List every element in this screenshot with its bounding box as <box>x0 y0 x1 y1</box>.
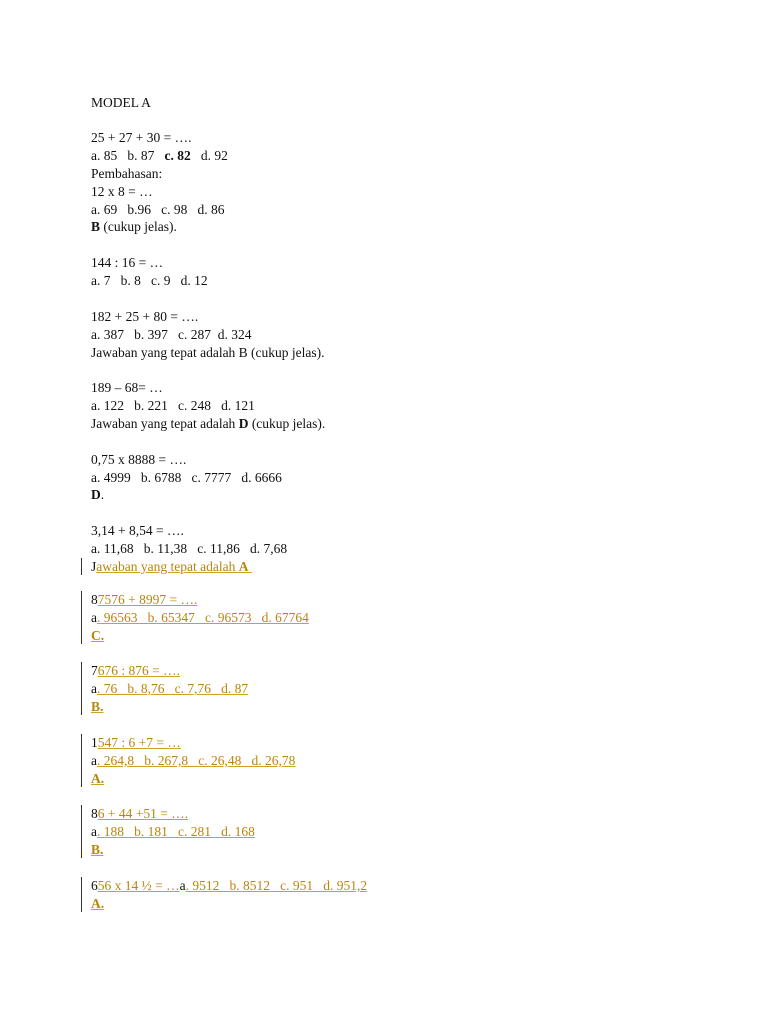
q5-answer-letter: D <box>238 416 249 431</box>
q9-question-first: 7 <box>91 663 98 678</box>
q8-question <box>91 591 197 608</box>
q1-question: 25 + 27 + 30 = …. <box>91 130 192 145</box>
q8-answer <box>91 627 104 644</box>
q10-options-inserted: . 264,8 b. 267,8 c. 26,48 d. 26,78 <box>97 753 296 768</box>
q9-options <box>91 680 248 697</box>
q4-answer: Jawaban yang tepat adalah B (cukup jelas). <box>91 345 325 360</box>
q1-label: Pembahasan: <box>91 166 163 181</box>
q7-answer-inserted <box>96 559 252 574</box>
q8-options-first: a <box>91 610 97 625</box>
q9-question <box>91 662 180 679</box>
q8-question-first: 8 <box>91 592 98 607</box>
q12-question-first: 6 <box>91 878 98 893</box>
q10-change-bar <box>81 734 82 787</box>
q9-answer-letter: B. <box>91 699 104 714</box>
q9-answer <box>91 698 103 715</box>
q6-answer-letter: D <box>91 487 101 502</box>
q2-answer-tail: (cukup jelas). <box>100 219 177 234</box>
q2-question: 12 x 8 = … <box>91 184 153 199</box>
q4-question: 182 + 25 + 80 = …. <box>91 309 199 324</box>
q10-question-first: 1 <box>91 735 98 750</box>
q5-question: 189 – 68= … <box>91 380 163 395</box>
q8-options-inserted: . 96563 b. 65347 c. 96573 d. 67764 <box>97 610 309 625</box>
q2-answer-letter: B <box>91 219 101 234</box>
q8-question-inserted: 7576 + 8997 = …. <box>97 592 198 607</box>
q9-options-inserted: . 76 b. 8,76 c. 7,76 d. 87 <box>97 681 249 696</box>
q12-change-bar <box>81 877 82 912</box>
q5-options: a. 122 b. 221 c. 248 d. 121 <box>91 398 255 413</box>
q11-question-first: 8 <box>91 806 98 821</box>
q11-options-first: a <box>91 824 97 839</box>
q9-options-first: a <box>91 681 97 696</box>
q10-options-first: a <box>91 753 97 768</box>
q12-options-first: a <box>179 878 186 893</box>
q10-question <box>91 734 181 751</box>
q3-options: a. 7 b. 8 c. 9 d. 12 <box>91 273 208 288</box>
q11-answer-letter: B. <box>91 842 104 857</box>
q7-change-bar <box>81 558 82 575</box>
doc-title: MODEL A <box>91 95 151 110</box>
q10-answer-letter: A. <box>91 771 105 786</box>
q2-options: a. 69 b.96 c. 98 d. 86 <box>91 202 225 217</box>
q1-options-text: a. 85 b. 87 <box>91 148 165 163</box>
q5-answer <box>91 415 325 432</box>
q9-change-bar <box>81 662 82 715</box>
q8-options <box>91 609 309 626</box>
q12-answer <box>91 895 104 912</box>
q7-answer-inserted-tail <box>248 559 251 574</box>
q11-change-bar <box>81 805 82 858</box>
q6-question: 0,75 x 8888 = …. <box>91 452 187 467</box>
q11-question-inserted: 6 + 44 +51 = …. <box>97 806 189 821</box>
q1-options <box>91 147 228 164</box>
q10-options <box>91 752 295 769</box>
q5-answer-tail: (cukup jelas). <box>248 416 326 431</box>
q1-answer: c. 82 <box>164 148 191 163</box>
q8-change-bar <box>81 591 82 644</box>
q7-answer <box>91 558 252 575</box>
q11-answer <box>91 841 103 858</box>
q12-answer-letter: A. <box>91 896 105 911</box>
q12-question <box>91 877 367 894</box>
q11-question <box>91 805 188 822</box>
q7-answer-letter: A <box>238 559 249 574</box>
q10-answer <box>91 770 104 787</box>
q2-answer <box>91 218 177 235</box>
q10-question-inserted: 547 : 6 +7 = … <box>97 735 181 750</box>
q11-options-inserted: . 188 b. 181 c. 281 d. 168 <box>97 824 255 839</box>
q4-options: a. 387 b. 397 c. 287 d. 324 <box>91 327 252 342</box>
q7-question: 3,14 + 8,54 = …. <box>91 523 184 538</box>
q5-answer-pre: Jawaban yang tepat adalah <box>91 416 239 431</box>
q7-answer-inserted-text: awaban yang tepat adalah <box>96 559 239 574</box>
q1-options-tail: d. 92 <box>190 148 228 163</box>
q6-options: a. 4999 b. 6788 c. 7777 d. 6666 <box>91 470 282 485</box>
q7-options: a. 11,68 b. 11,38 c. 11,86 d. 7,68 <box>91 541 288 556</box>
q6-answer <box>91 486 104 503</box>
q9-question-inserted: 676 : 876 = …. <box>97 663 180 678</box>
q12-question-inserted: 56 x 14 ½ = … <box>97 878 180 893</box>
q7-answer-first: J <box>91 559 97 574</box>
q6-answer-tail: . <box>100 487 105 502</box>
q11-options <box>91 823 255 840</box>
q3-question: 144 : 16 = … <box>91 255 164 270</box>
q8-answer-letter: C. <box>91 628 105 643</box>
q12-options-inserted: . 9512 b. 8512 c. 951 d. 951,2 <box>185 878 368 893</box>
